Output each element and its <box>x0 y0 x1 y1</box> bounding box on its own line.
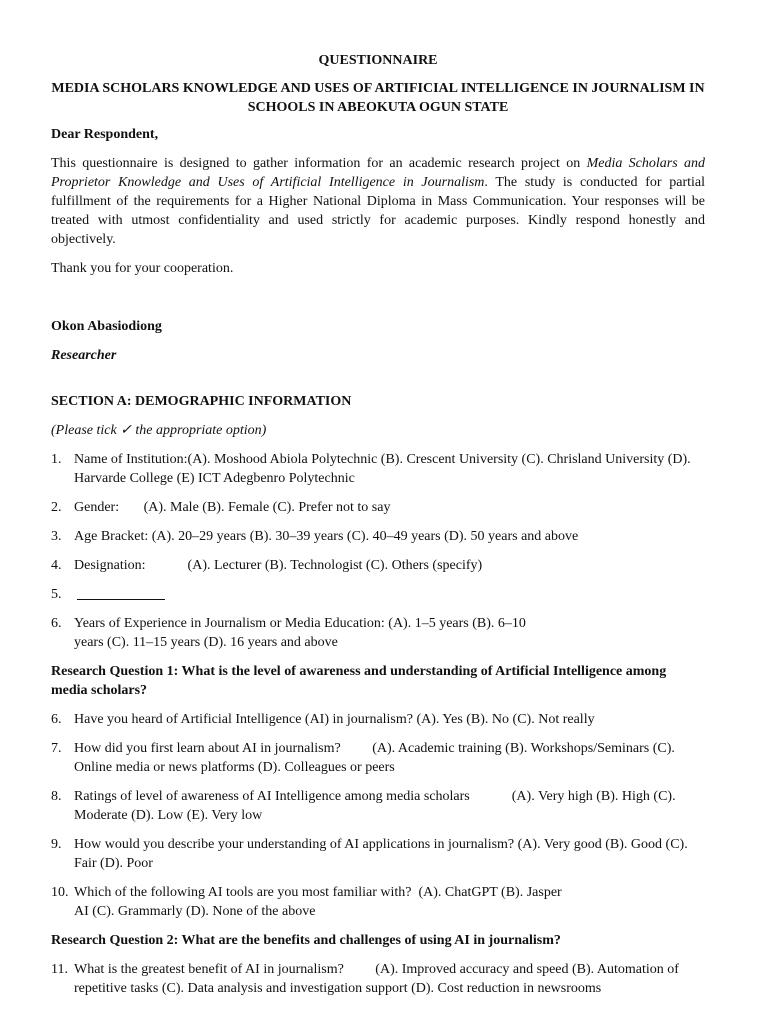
question-text: How did you first learn about AI in journalism? (A). Academic training (B). Workshops/Seminars (C). Online media or news platforms (D). Colleagues or peers <box>74 741 675 775</box>
question-number: 11. <box>51 962 68 977</box>
rq1-question-10 <box>51 883 705 921</box>
demographic-question-4 <box>51 556 705 575</box>
researcher-name: Okon Abasiodiong <box>51 319 162 334</box>
research-question-2-heading: Research Question 2: What are the benefits and challenges of using AI in journalism? <box>51 933 561 948</box>
rq1-question-9 <box>51 835 705 873</box>
question-text: Years of Experience in Journalism or Media Education: (A). 1–5 years (B). 6–10 years (C). 11–15 years (D). 16 years and above <box>74 616 526 650</box>
document-subtitle: MEDIA SCHOLARS KNOWLEDGE AND USES OF ARTIFICIAL INTELLIGENCE IN JOURNALISM IN SCHOOLS IN ABEOKUTA OGUN STATE <box>51 81 705 115</box>
question-text: How would you describe your understanding of AI applications in journalism? (A). Very good (B). Good (C). Fair (D). Poor <box>74 837 688 871</box>
question-number: 3. <box>51 529 62 544</box>
question-number: 6. <box>51 616 62 631</box>
question-number: 4. <box>51 558 62 573</box>
question-number: 5. <box>51 587 62 602</box>
question-text: Name of Institution:(A). Moshood Abiola Polytechnic (B). Crescent University (C). Chrisland University (D). Harvarde College (E) ICT Adegbenro Polytechnic <box>74 452 691 486</box>
section-a-instruction: (Please tick ✓ the appropriate option) <box>51 423 267 438</box>
question-text: Have you heard of Artificial Intelligence (AI) in journalism? (A). Yes (B). No (C). Not really <box>74 712 595 727</box>
specify-blank-line[interactable] <box>77 585 165 600</box>
question-number: 10. <box>51 885 69 900</box>
intro-part2: . The study is conducted for partial fulfillment of the requirements for a Higher National Diploma in Mass Communication. Your responses will be treated with utmost confidentiality and used strictly for academic purposes. Kindly respond honestly and objectively. <box>51 175 705 247</box>
intro-project-title: Media Scholars and Proprietor Knowledge and Uses of Artificial Intelligence in Journalism <box>51 156 706 190</box>
question-number: 9. <box>51 837 62 852</box>
question-text: Ratings of level of awareness of AI Intelligence among media scholars (A). Very high (B). High (C). Moderate (D). Low (E). Very low <box>74 789 676 823</box>
question-text: Which of the following AI tools are you most familiar with? (A). ChatGPT (B). Jasper AI (C). Grammarly (D). None of the above <box>74 885 562 919</box>
demographic-question-3 <box>51 527 705 546</box>
question-number: 7. <box>51 741 62 756</box>
question-number: 1. <box>51 452 62 467</box>
demographic-question-5 <box>51 585 705 604</box>
demographic-question-2 <box>51 498 705 517</box>
demographic-question-6 <box>51 614 705 652</box>
questionnaire-page <box>51 51 705 998</box>
rq1-question-7 <box>51 739 705 777</box>
document-title: QUESTIONNAIRE <box>318 53 438 68</box>
research-question-1-heading: Research Question 1: What is the level of awareness and understanding of Artificial Intelligence among media scholars? <box>51 664 667 698</box>
question-number: 6. <box>51 712 62 727</box>
intro-paragraph <box>51 154 705 249</box>
thanks-line: Thank you for your cooperation. <box>51 261 234 276</box>
question-number: 8. <box>51 789 62 804</box>
salutation: Dear Respondent, <box>51 127 159 142</box>
rq1-question-8 <box>51 787 705 825</box>
rq2-question-11 <box>51 960 705 998</box>
intro-part1: This questionnaire is designed to gather information for an academic research project on <box>51 156 587 171</box>
question-text: Gender: (A). Male (B). Female (C). Prefer not to say <box>74 500 391 515</box>
researcher-role: Researcher <box>51 348 117 363</box>
demographic-question-1 <box>51 450 705 488</box>
rq1-question-6 <box>51 710 705 729</box>
question-number: 2. <box>51 500 62 515</box>
question-text: Age Bracket: (A). 20–29 years (B). 30–39 years (C). 40–49 years (D). 50 years and above <box>74 529 579 544</box>
question-text: Designation: (A). Lecturer (B). Technologist (C). Others (specify) <box>74 558 483 573</box>
question-text: What is the greatest benefit of AI in journalism? (A). Improved accuracy and speed (B). Automation of repetitive tasks (C). Data analysis and investigation support (D). Cost reduction in newsrooms <box>74 962 679 996</box>
section-a-heading: SECTION A: DEMOGRAPHIC INFORMATION <box>51 394 352 409</box>
